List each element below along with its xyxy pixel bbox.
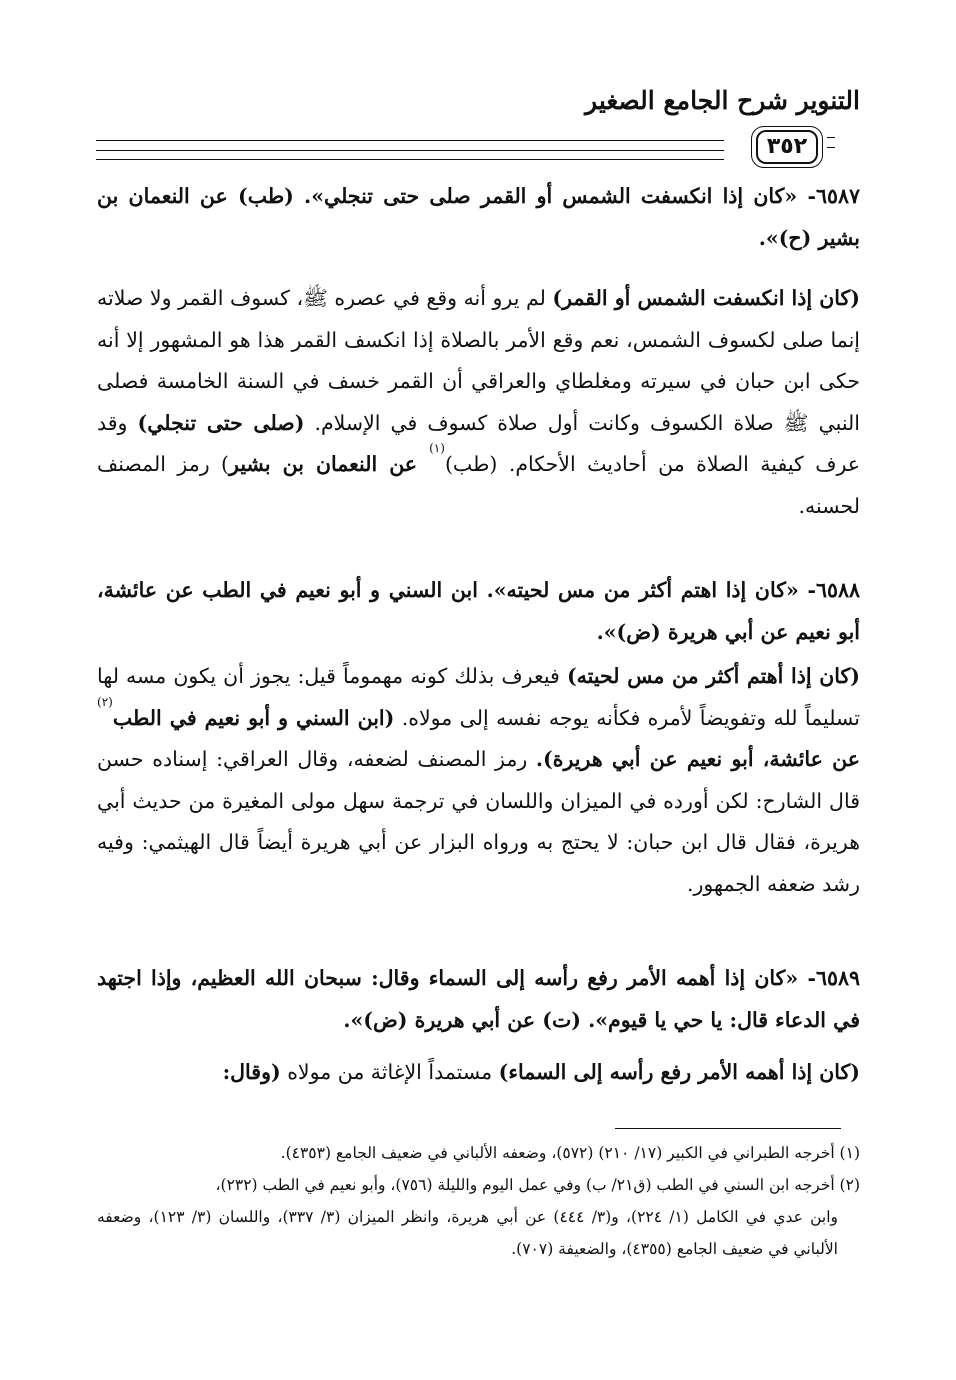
header-rule — [96, 140, 724, 141]
hadith-6587: ٦٥٨٧- «كان إذا انكسفت الشمس أو القمر صلى حتى تنجلي». (طب) عن النعمان بن بشير (ح)». — [97, 184, 860, 250]
quoted-text: عن عائشة، أبو نعيم عن أبي هريرة). — [535, 747, 860, 772]
commentary-text: ) رمز المصنف لحسنه. — [97, 452, 860, 518]
quoted-text: (كان إذا أهمه الأمر رفع رأسه إلى السماء) — [498, 1060, 860, 1084]
commentary-text: لم يرو أنه وقع في عصره ﷺ، كسوف القمر ولا صلاته إنما صلى لكسوف الشمس، نعم وقع الأمر بالصلاة إذا انكسف القمر هذا هو المشهور إلا أنه حكى ابن حبان في سيرته ومغلطاي والعراقي أن القمر خسف في السنة الخامسة فصلى النبي ﷺ صلاة الكسوف وكانت أول صلاة كسوف في الإسلام. — [97, 286, 860, 435]
footnote-ref: (١) — [429, 441, 445, 456]
commentary-text: فيعرف بذلك كونه مهموماً قيل: يجوز أن يكون مسه لها تسليماً لله وتفويضاً لأمره فكأنه يوجه نفسه إلى مولاه. — [97, 664, 860, 730]
header-rule — [96, 150, 724, 151]
hadith-6589: ٦٥٨٩- «كان إذا أهمه الأمر رفع رأسه إلى السماء وقال: سبحان الله العظيم، وإذا اجتهد في الدعاء قال: يا حي يا قيوم». (ت) عن أبي هريرة (ض)». — [97, 966, 860, 1032]
quoted-text: (وقال: — [222, 1060, 281, 1084]
commentary-6588 — [97, 656, 860, 906]
commentary-6587 — [97, 278, 860, 528]
footnote-ref: (٢) — [97, 694, 113, 709]
page-number: ٣٥٢ — [756, 130, 818, 164]
footnote-2-continued: وابن عدي في الكامل (١/ ٢٢٤)، و(٣/ ٤٤٤) عن أبي هريرة، وانظر الميزان (٣/ ٣٣٧)، واللسان (٣/ ١٢٣)، وضعفه الألباني في ضعيف الجامع (٤٣٥٥)، والضعيفة (٧٠٧). — [97, 1208, 838, 1258]
commentary-text: وقد عرف كيفية الصلاة من أحاديث الأحكام. (طب) — [97, 410, 860, 477]
commentary-text: رمز المصنف لضعفه، وقال العراقي: إسناده حسن قال الشارح: لكن أورده في الميزان واللسان في ترجمة سهل مولى المغيرة من حديث أبي هريرة، فقال قال ابن حبان: لا يحتج به ورواه البزار عن أبي هريرة أيضاً قال الهيثمي: وفيه رشد ضعفه الجمهور. — [97, 747, 860, 896]
header-rule — [96, 159, 724, 160]
quoted-text: (صلى حتى تنجلي) — [137, 410, 305, 435]
commentary-6589 — [97, 1052, 860, 1094]
footnote-1: (١) أخرجه الطبراني في الكبير (١٧/ ٢١٠) (٥٧٢)، وضعفه الألباني في ضعيف الجامع (٤٣٥٣). — [280, 1144, 860, 1162]
running-title: التنوير شرح الجامع الصغير — [585, 86, 860, 115]
footnote-separator — [615, 1128, 841, 1129]
header-ornament — [827, 137, 835, 148]
quoted-text: (ابن السني و أبو نعيم في الطب — [112, 705, 395, 730]
quoted-text: (كان إذا أهتم أكثر من مس لحيته) — [566, 664, 861, 688]
hadith-6588: ٦٥٨٨- «كان إذا اهتم أكثر من مس لحيته». ابن السني و أبو نعيم في الطب عن عائشة، أبو نعيم عن أبي هريرة (ض)». — [97, 578, 860, 644]
quoted-text: عن النعمان بن بشير — [229, 452, 430, 477]
footnote-2: (٢) أخرجه ابن السني في الطب (ق٢١/ ب) وفي عمل اليوم والليلة (٧٥٦)، وأبو نعيم في الطب (٢٣٢)، — [215, 1176, 860, 1194]
quoted-text: (كان إذا انكسفت الشمس أو القمر) — [552, 286, 860, 310]
commentary-text: مستمداً الإغاثة من مولاه — [280, 1060, 499, 1084]
